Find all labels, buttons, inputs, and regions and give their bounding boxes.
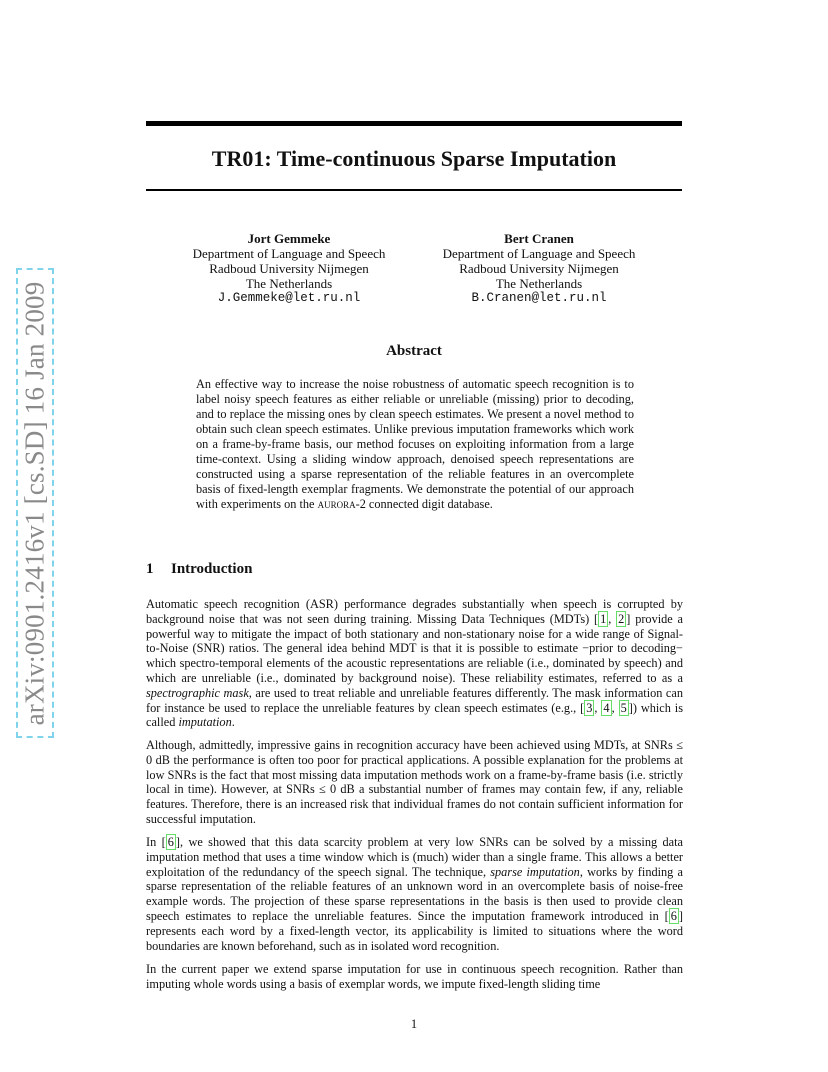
section-heading [146,561,682,578]
emphasis-text: spectrographic mask [146,685,249,700]
paragraph-text: ], we showed that this data scarcity problem at very low SNRs can be solved by a missing data imputation method that uses a time window which is (much) wider than a single frame. This allows a better exploitation of the redundancy of the speech signal. The technique, [146,835,683,879]
arxiv-stamp [16,268,54,738]
emphasis-text: sparse imputation [490,864,580,879]
database-suffix: -2 [355,497,366,511]
title-rule-bottom [146,189,682,191]
abstract-body [196,377,634,512]
paragraph-text: In [ [146,835,166,849]
section-title: Introduction [171,561,253,577]
paragraph-text: , are used to treat reliable and unreliable features differently. The mask information can for instance be used to replace the unreliable features by clean speech estimates (e.g., [ [146,685,683,715]
database-name: aurora [317,497,356,511]
author-block-1 [169,231,409,306]
section-number: 1 [146,561,154,577]
author-department: Department of Language and Speech [192,246,386,261]
paragraph-text: Automatic speech recognition (ASR) performance degrades substantially when speech is corrupted by background noise that was not seen during training. Missing Data Techniques (MDTs) [ [146,597,683,626]
paragraph-text: . [231,715,235,730]
author-name: Jort Gemmeke [247,231,331,246]
paragraph-text: ]) which is called [146,700,683,730]
paragraph-text: ] represents each word by a fixed-length vector, its applicability is limited to situations where the word boundaries are known beforehand, such as in isolated word recognition. [146,908,683,953]
title-rule-top [146,121,682,126]
paper-title: TR01: Time-continuous Sparse Imputation [211,146,617,171]
citation-link[interactable]: 2 [618,611,625,626]
author-country: The Netherlands [245,276,333,291]
intro-paragraph-4: In the current paper we extend sparse imputation for use in continuous speech recognition. Rather than imputing whole words using a basis of exemplar words, we impute fixed-length sliding time [146,962,683,991]
citation-link[interactable]: 4 [603,700,610,715]
citation-link[interactable]: 3 [586,700,593,715]
citation-link[interactable]: 6 [670,908,677,923]
citation-link[interactable]: 5 [620,700,627,715]
author-university: Radboud University Nijmegen [459,261,619,276]
author-email[interactable]: J.Gemmeke@let.ru.nl [217,291,361,305]
author-department: Department of Language and Speech [442,246,636,261]
citation-separator: , [594,700,602,715]
arxiv-stamp-text: arXiv:0901.2416v1 [cs.SD] 16 Jan 2009 [19,281,50,725]
page-number: 1 [410,1017,418,1031]
author-name: Bert Cranen [504,231,574,246]
citation-link[interactable]: 1 [600,611,607,626]
paragraph-text: ] provide a powerful way to mitigate the impact of both stationary and non-stationary noise for a wide range of Signal-to-Noise (SNR) ratios. The general idea behind MDT is that it is possible to estimate −prior to decoding− which spectro-temporal elements of the acoustic representations are reliable (i.e., dominated by speech) and which are unreliable (i.e., dominated by background noise). These reliability estimates, referred to as a [146,611,684,685]
intro-paragraph-1 [146,597,683,730]
abstract-text-end: connected digit database. [365,497,493,511]
emphasis-text: imputation [178,715,232,730]
author-block-2 [419,231,659,306]
citation-link[interactable]: 6 [167,835,174,849]
citation-separator: , [608,611,617,626]
author-country: The Netherlands [495,276,583,291]
paragraph-text: , works by finding a sparse representation of the reliable features of an unknown word in an overcomplete basis of noise-free example words. The projection of these sparse representations in the basis is then used to provide clean speech estimates to replace the unreliable features. Since the imputation framework introduced in [ [146,864,683,923]
abstract-heading: Abstract [386,343,442,359]
intro-paragraph-2: Although, admittedly, impressive gains in recognition accuracy have been achieved using MDTs, at SNRs ≤ 0 dB the performance is often too poor for practical applications. A possible explanation for the problems at low SNRs is the fact that most missing data imputation methods work on a frame-by-frame basis (i.e. strictly local in time). However, at SNRs ≤ 0 dB a substantial number of frames may contain few, if any, reliable features. Therefore, there is an increased risk that individual frames do not contain sufficient information for successful imputation. [146,738,683,826]
author-email[interactable]: B.Cranen@let.ru.nl [471,291,607,305]
intro-paragraph-3 [146,835,683,953]
abstract-text: An effective way to increase the noise robustness of automatic speech recognition is to label noisy speech features as either reliable or unreliable (missing) prior to decoding, and to replace the missing ones by clean speech estimates. We present a novel method to obtain such clean speech estimates. Unlike previous imputation frameworks which work on a frame-by-frame basis, our method focuses on exploiting information from a large time-context. Using a sliding window approach, denoised speech representations are constructed using a sparse representation of the reliable features in an overcomplete basis of fixed-length exemplar fragments. We demonstrate the potential of our approach with experiments on the [196,377,634,511]
author-university: Radboud University Nijmegen [209,261,369,276]
citation-separator: , [611,700,619,715]
